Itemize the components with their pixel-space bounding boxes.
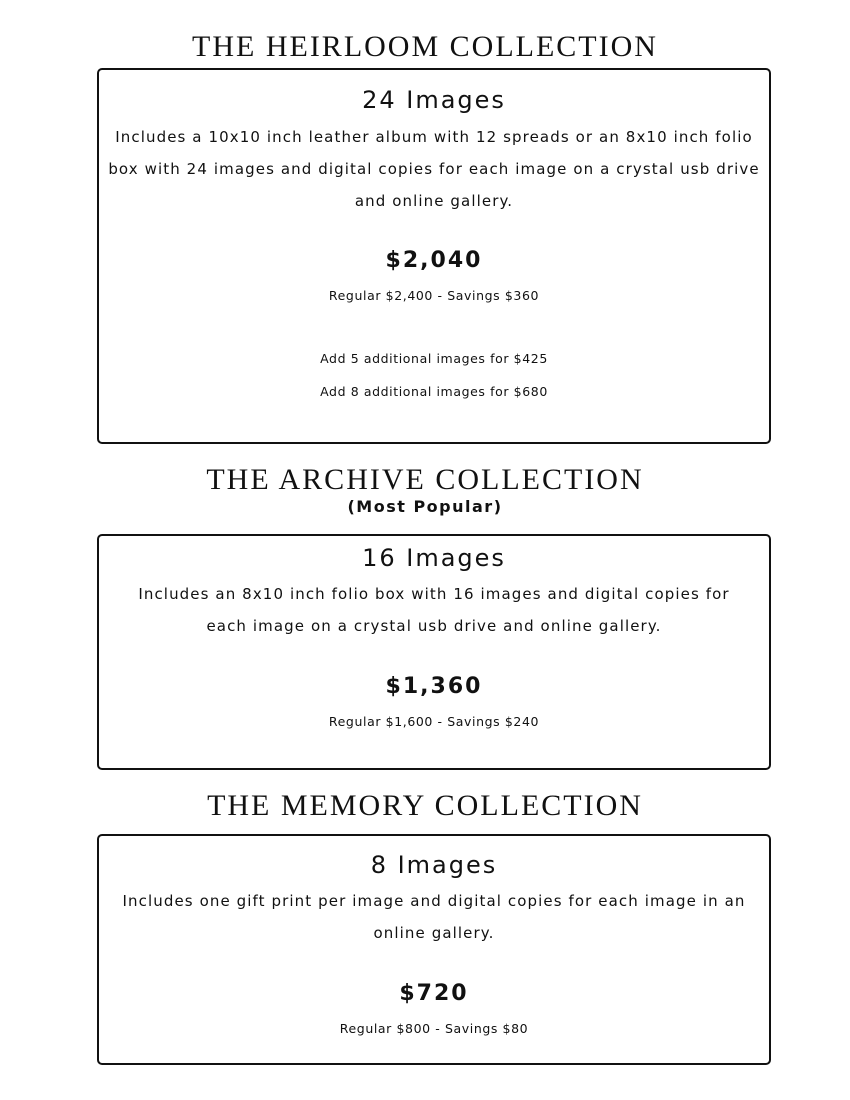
heirloom-regular-price: Regular $2,400 - Savings $360 bbox=[328, 288, 540, 303]
heirloom-addon-5: Add 5 additional images for $425 bbox=[320, 351, 548, 366]
heirloom-collection-title: THE HEIRLOOM COLLECTION bbox=[192, 30, 658, 63]
archive-price: $1,360 bbox=[385, 674, 483, 699]
archive-description: Includes an 8x10 inch folio box with 16 images and digital copies for each image on a crystal usb drive and online gallery. bbox=[138, 585, 730, 635]
archive-regular-price: Regular $1,600 - Savings $240 bbox=[328, 714, 540, 729]
memory-price: $720 bbox=[399, 981, 469, 1006]
memory-collection-title: THE MEMORY COLLECTION bbox=[207, 789, 643, 822]
heirloom-addon-8: Add 8 additional images for $680 bbox=[320, 384, 548, 399]
memory-regular-price: Regular $800 - Savings $80 bbox=[339, 1021, 529, 1036]
heirloom-package-box bbox=[97, 68, 771, 444]
memory-package-box bbox=[97, 834, 771, 1065]
heirloom-price: $2,040 bbox=[385, 248, 483, 273]
most-popular-label: (Most Popular) bbox=[347, 497, 503, 516]
heirloom-description: Includes a 10x10 inch leather album with 12 spreads or an 8x10 inch folio box with 24 images and digital copies for each image on a crystal usb drive and online gallery. bbox=[108, 128, 760, 210]
archive-image-count: 16 Images bbox=[362, 544, 506, 572]
archive-package-box bbox=[97, 534, 771, 770]
heirloom-image-count: 24 Images bbox=[362, 86, 506, 114]
memory-description: Includes one gift print per image and digital copies for each image in an online gallery. bbox=[122, 892, 746, 942]
archive-collection-title: THE ARCHIVE COLLECTION bbox=[206, 463, 644, 496]
memory-image-count: 8 Images bbox=[370, 851, 498, 879]
